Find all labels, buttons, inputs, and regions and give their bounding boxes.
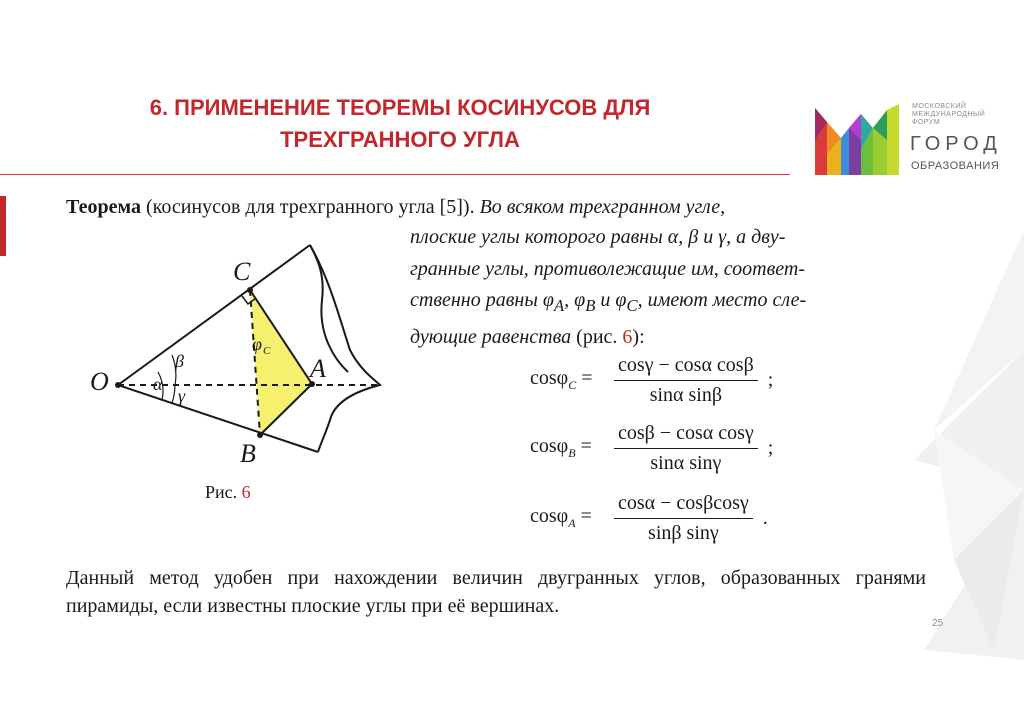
label-c: C xyxy=(233,257,251,286)
title-divider xyxy=(0,174,790,175)
line4-part-c: и φ xyxy=(595,289,627,311)
formula-fraction xyxy=(614,354,758,407)
theorem-first-line xyxy=(66,194,926,220)
theorem-line-4 xyxy=(410,285,925,322)
title-line-1: 6. ПРИМЕНЕНИЕ ТЕОРЕМЫ КОСИНУСОВ ДЛЯ xyxy=(149,95,651,120)
formula-lhs: cosφ$_A$ = xyxy=(530,505,592,530)
formula-denominator: sinα sinγ xyxy=(650,451,722,474)
angle-arc-gamma xyxy=(172,385,175,403)
formula-end: ; xyxy=(767,368,774,391)
formula-lhs-sub: C xyxy=(568,378,577,392)
title-line-2: ТРЕХГРАННОГО УГЛА xyxy=(280,127,520,152)
theorem-line-5 xyxy=(410,322,925,354)
label-o: O xyxy=(90,367,109,396)
logo-small-line-1: МОСКОВСКИЙ xyxy=(912,103,967,110)
logo-small-line-2: МЕЖДУНАРОДНЫЙ xyxy=(912,111,986,118)
figure-ref-prefix: (рис. xyxy=(576,325,623,348)
logo-title: ГОРОД xyxy=(910,133,1002,155)
line5-text: дующие равенства xyxy=(410,325,572,348)
logo-subtitle: ОБРАЗОВАНИЯ xyxy=(911,160,1000,172)
theorem-line-2: плоские углы которого равны α, β и γ, а дву- xyxy=(410,226,786,248)
formula-numerator: cosγ − cosα cosβ xyxy=(614,354,758,381)
label-a: A xyxy=(310,354,326,383)
conclusion-paragraph: Данный метод удобен при нахождении величин двугранных углов, образованных гранями пирамиды, если известны плоские углы при её вершинах. xyxy=(66,567,926,617)
line4-part-a: ственно равны φ xyxy=(410,289,554,311)
formula-lhs-sub: A xyxy=(568,516,576,530)
theorem-statement xyxy=(410,222,925,353)
formula-numerator: cosβ − cosα cosγ xyxy=(614,422,758,449)
surface-curve-back xyxy=(310,245,348,372)
slide-title xyxy=(70,92,730,156)
formula-lhs-text: cosφ xyxy=(530,435,569,457)
theorem-paren: (косинусов для трехгранного угла [5]). xyxy=(145,196,475,218)
label-b: B xyxy=(240,439,256,465)
page-number: 25 xyxy=(932,618,944,629)
caption-number: 6 xyxy=(241,482,251,502)
formula-lhs-text: cosφ xyxy=(530,367,569,389)
theorem-label: Теорема xyxy=(66,196,141,218)
logo-small-line-3: ФОРУМ xyxy=(912,119,941,126)
formula-phi-a xyxy=(530,488,768,548)
theorem-line-3: гранные углы, противолежащие им, соответ- xyxy=(410,257,806,280)
formula-lhs-sub: B xyxy=(568,446,576,460)
formula-end: ; xyxy=(767,436,774,459)
theorem-statement-start: Во всяком трехгранном угле, xyxy=(479,196,726,218)
formula-fraction xyxy=(614,422,758,475)
logo-caption xyxy=(912,103,985,127)
formula-lhs: cosφ$_C$ = xyxy=(530,367,593,392)
formula-lhs: cosφ$_B$ = xyxy=(530,435,592,460)
formula-end: . xyxy=(762,506,768,529)
formula-denominator: sinβ sinγ xyxy=(648,521,719,544)
formula-numerator: cosα − cosβcosγ xyxy=(614,492,753,519)
label-phi: φ xyxy=(252,334,262,354)
trihedral-angle-figure xyxy=(80,240,390,465)
label-alpha: α xyxy=(153,374,163,394)
formula-phi-b xyxy=(530,418,773,478)
line4-part-d: , имеют место сле- xyxy=(637,289,807,311)
phi-sub-c: C xyxy=(626,296,638,315)
label-phi-sub: C xyxy=(263,345,271,357)
figure-ref-number: 6 xyxy=(622,325,633,348)
formula-lhs-text: cosφ xyxy=(530,505,569,527)
line4-part-b: , φ xyxy=(564,289,586,311)
caption-prefix: Рис. xyxy=(205,482,242,502)
label-gamma: γ xyxy=(178,386,186,406)
label-beta: β xyxy=(175,351,184,371)
surface-curve-right xyxy=(310,245,380,452)
phi-sub-b: B xyxy=(585,296,596,315)
left-accent-tab xyxy=(0,196,6,256)
forum-logo-icon xyxy=(815,100,905,180)
formula-denominator: sinα sinβ xyxy=(649,383,723,406)
figure-ref-suffix: ): xyxy=(632,325,645,348)
formula-fraction xyxy=(614,492,753,545)
formula-phi-c xyxy=(530,350,773,410)
phi-sub-a: A xyxy=(553,296,565,315)
figure-caption xyxy=(205,482,251,503)
